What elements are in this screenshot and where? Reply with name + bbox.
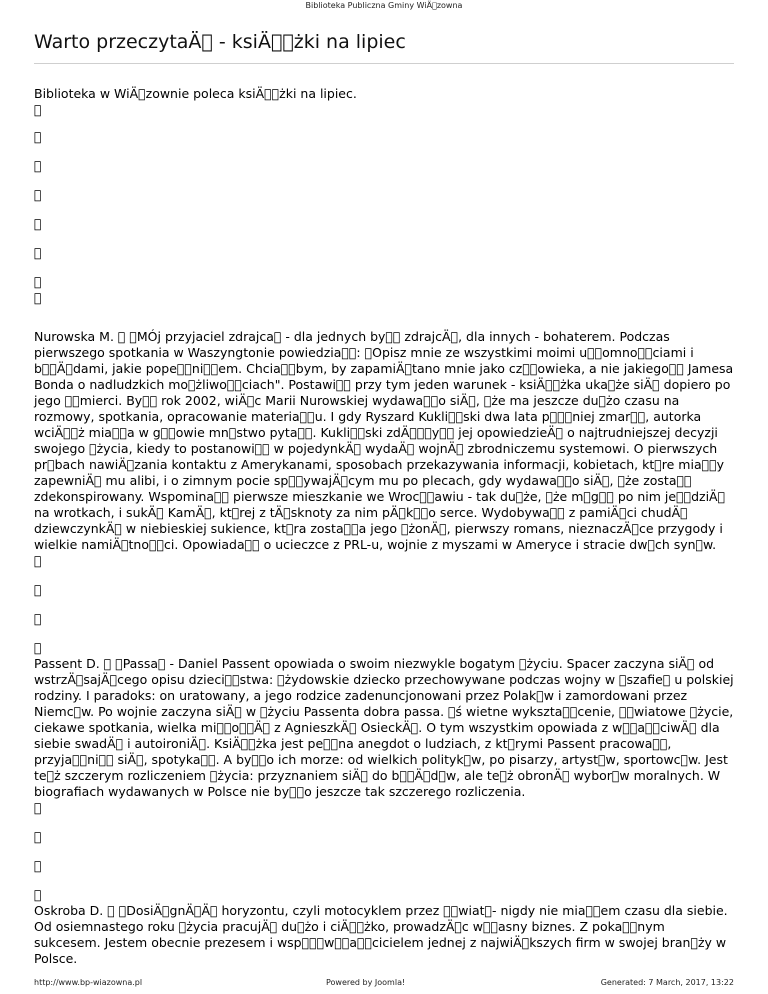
article-body — [34, 86, 734, 967]
page-title: Warto przeczytaÄ  - ksiÄ  żki na lipiec — [34, 31, 406, 53]
site-footer — [0, 978, 768, 992]
placeholder-box-icon:   — [34, 187, 42, 202]
placeholder-box-icon:   — [34, 611, 42, 626]
footer-powered-by: Powered by Joomla! — [326, 978, 406, 987]
placeholder-box-icon:   — [34, 274, 42, 289]
placeholder-box-icon:   — [34, 216, 42, 231]
placeholder-box-icon:   — [34, 102, 42, 117]
placeholder-box-icon:   — [34, 858, 42, 873]
placeholder-box-icon:   — [34, 290, 42, 305]
footer-generated-date: Generated: 7 March, 2017, 13:22 — [600, 978, 734, 987]
placeholder-box-icon:   — [34, 158, 42, 173]
placeholder-box-icon:   — [34, 829, 42, 844]
site-header: Biblioteka Publiczna Gminy WiÄ zowna — [305, 1, 463, 10]
placeholder-box-icon:   — [34, 245, 42, 260]
placeholder-box-icon:   — [34, 129, 42, 144]
footer-site-link[interactable]: http://www.bp-wiazowna.pl — [34, 978, 143, 987]
placeholder-box-icon:   — [34, 887, 42, 902]
placeholder-box-icon:   — [34, 800, 42, 815]
book-review-oskroba: Oskroba D.    DosiÄ gnÄ Ä  horyzontu, czyli motocyklem przez   wiat - nigdy nie mia  em czasu dla siebie. Od osiemnastego roku  życia pracujÄ  du żo i ciÄ  żko, prowadzÄ c w  asny biznes. Z poka  nym sukcesem. Jestem obecnie prezesem i wsp   w  a  cicielem jednej z najwiÄ kszych firm w swojej bran ży w Polsce. — [34, 903, 728, 966]
book-review-passent: Passent D.    Passa  - Daniel Passent opowiada o swoim niezwykle bogatym  życiu. Spacer zaczyna siÄ  od wstrzÄ sajÄ cego opisu dzieci  stwa:  żydowskie dziecko przechowywane podczas wojny w  szafie  u polskiej rodziny. I paradoks: on uratowany, a jego rodzice zadenuncjonowani przez Polak w i zamordowani przez Niemc w. Po wojnie zaczyna siÄ  w  życiu Passenta dobra passa.  ś wietne wykszta  cenie,   wiatowe  życie, ciekawe spotkania, wielka mi  o  Ä  z AgnieszkÄ  OsieckÄ . O tym wszystkim opowiada z w  a  ciwÄ  dla siebie swadÄ  i autoironiÄ . KsiÄ  żka jest pe  na anegdot o ludziach, z kt rymi Passent pracowa  , przyja  ni   siÄ , spotyka  . A by  o ich morze: od wielkich polityk w, po pisarzy, artyst w, sportowc w. Jest te ż szczerym rozliczeniem  życia: przyznaniem siÄ  do b  Ä d w, ale te ż obronÄ  wybor w moralnych. W biografiach wydawanych w Polsce nie by  o jeszcze tak szczerego rozliczenia. — [34, 656, 734, 799]
placeholder-box-icon:   — [34, 640, 42, 655]
intro-text: Biblioteka w WiÄ zownie poleca ksiÄ  żki na lipiec. — [34, 86, 357, 101]
placeholder-box-icon:   — [34, 553, 42, 568]
book-review-nurowska: Nurowska M.    MÓj przyjaciel zdrajca  - dla jednych by   zdrajcÄ , dla innych - bohaterem. Podczas pierwszego spotkania w Waszyngtonie powiedzia  :  Opisz mnie ze wszystkimi moimi u  omno  ciami i b  Ä dami, jakie pope  ni  em. Chcia  bym, by zapamiÄ tano mnie jako cz  owieka, a nie jakiego   Jamesa Bonda o nadludzkich mo żliwo  ciach". Postawi   przy tym jeden warunek - ksiÄ  żka uka że siÄ  dopiero po jego   mierci. By   rok 2002, wiÄ c Marii Nurowskiej wydawa  o siÄ ,  że ma jeszcze du żo czasu na rozmowy, spotkania, opracowanie materia  u. I gdy Ryszard Kukli  ski dwa lata p   niej zmar  , autorka wciÄ  ż mia  a w g  owie mn stwo pyta  . Kukli  ski zdÄ   y   jej opowiedzieÄ  o najtrudniejszej decyzji swojego  życia, kiedy to postanowi   w pojedynkÄ  wydaÄ  wojnÄ  zbrodniczemu systemowi. O pierwszych pr bach nawiÄ zania kontaktu z Amerykanami, sposobach przekazywania informacji, kobietach, kt re mia  y zapewniÄ  mu alibi, i o zimnym pocie sp  ywajÄ cym mu po plecach, gdy wydawa  o siÄ ,  że zosta   zdekonspirowany. Wspomina   pierwsze mieszkanie we Wroc  awiu - tak du że,  że m g   po nim je  dziÄ  na wrotkach, i sukÄ  KamÄ , kt rej z tÄ sknoty za nim pÄ k  o serce. Wydobywa   z pamiÄ ci chudÄ  dziewczynkÄ  w niebieskiej sukience, kt ra zosta  a jego  żonÄ , pierwszy romans, nieznaczÄ ce przygody i wielkie namiÄ tno  ci. Opowiada   o ucieczce z PRL-u, wojnie z myszami w Ameryce i stracie dw ch syn w. — [34, 329, 734, 552]
placeholder-box-icon:   — [34, 582, 42, 597]
title-divider — [34, 63, 734, 64]
